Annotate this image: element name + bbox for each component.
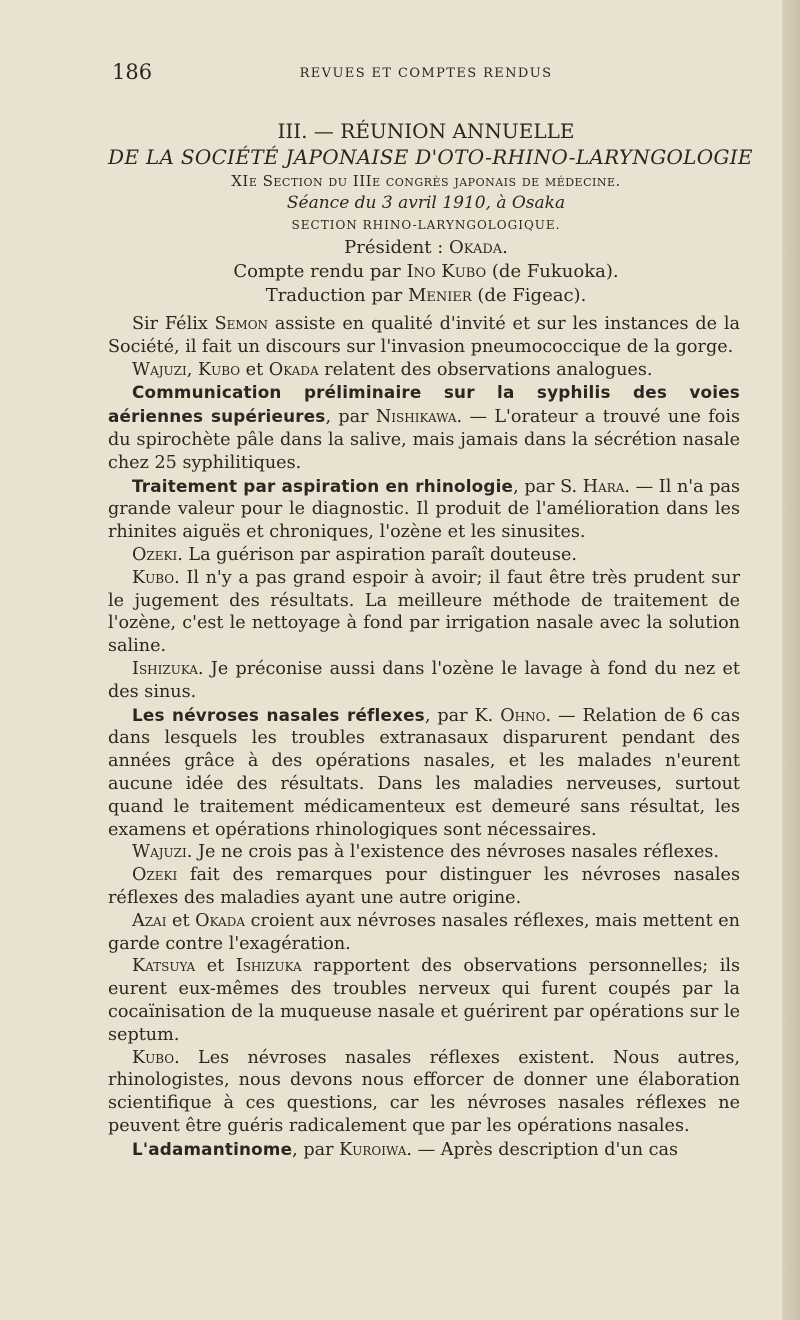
text-run: . La guérison par aspiration paraît douteuse. [177,544,578,565]
name-small-caps: Kubo [197,359,241,380]
topic-heading: L'adamantinome [132,1138,293,1159]
reporter-label: Compte rendu par [233,261,407,282]
society-title: DE LA SOCIÉTÉ JAPONAISE D'OTO-RHINO-LARYNGOLOGIE [108,145,753,169]
text-run: et [195,956,236,977]
section-title: III. — RÉUNION ANNUELLE [277,119,575,143]
name-small-caps: Nishikawa [375,407,457,428]
reporter-origin: (de Fukuoka). [486,261,619,282]
reporter-line [108,260,744,284]
congress-line [108,170,744,192]
paragraph [108,544,740,567]
president-label: Président : [344,237,449,258]
paragraph [108,567,740,658]
paragraph [108,704,740,842]
page-number: 186 [112,60,153,84]
name-small-caps: Okada [268,359,319,380]
name-small-caps: Kubo [132,1047,175,1068]
running-header [112,60,740,90]
text-run: assiste en qualité d'invité et sur les instances de la Société, il fait un discours sur l'invasion pneumococcique de la gorge. [108,314,741,357]
paragraph [108,1047,740,1138]
text-run: et [166,910,196,931]
name-small-caps: Kuroiwa [339,1139,407,1160]
text-run: , [186,359,198,380]
paragraph [108,841,740,864]
topic-heading: Les névroses nasales réflexes [132,704,425,725]
text-run: . — Relation de 6 cas dans lesquels les troubles extranasaux disparurent pendant des années grâce à des opérations nasales, et les malades n'eurent aucune idée des résultats. Dans les maladies nerveuses, surtout quand le traitement médicamenteux est demeuré sans résultat, les examens et opérations rhinologiques sont nécessaires. [108,705,740,840]
body-text [108,313,740,1161]
text-run: , par [292,1139,340,1160]
text-run: . — Après description d'un cas [406,1139,678,1160]
name-small-caps: Wajuzi [132,359,187,380]
text-run: , par S. [513,476,583,497]
text-run: fait des remarques pour distinguer les névroses nasales réflexes des maladies ayant une autre origine. [108,865,740,908]
name-small-caps: Semon [214,314,269,334]
text-run: , par K. [424,705,501,726]
section-name: SECTION RHINO-LARYNGOLOGIQUE. [291,218,561,232]
session-date: Séance du 3 avril 1910, à Osaka [286,193,566,213]
translator-line [108,284,744,308]
page-edge [782,0,800,1320]
text-run: . Il n'y a pas grand espoir à avoir; il faut être très prudent sur le jugement des résultats. La meilleure méthode de traitement de l'ozène, c'est le nettoyage à fond par irrigation nasale avec la solution saline. [108,567,740,657]
translator-name: Menier [407,285,472,306]
name-small-caps: Hara [582,476,625,497]
name-small-caps: Kubo [132,567,175,588]
text-run: . — L'orateur a trouvé une fois du spirochète pâle dans la salive, mais jamais dans la sécrétion nasale chez 25 syphilitiques. [108,407,740,473]
name-small-caps: Ishizuka [235,956,302,977]
text-run: , par [325,407,376,428]
paragraph [108,475,740,544]
translator-label: Traduction par [265,285,408,306]
topic-heading: Traitement par aspiration en rhinologie [132,475,514,496]
paragraph [108,864,740,910]
text-run: Sir Félix [132,314,215,334]
text-run: croient aux névroses nasales réflexes, mais mettent en garde contre l'exagération. [108,910,740,954]
reporter-name: Ino Kubo [406,261,487,282]
name-small-caps: Wajuzi [132,842,187,863]
text-run: . — Il n'a pas grande valeur pour le diagnostic. Il produit de l'amélioration dans les rhinites aiguës et chroniques, l'ozène et les sinusites. [108,476,740,543]
name-small-caps: Ozeki [132,865,178,886]
name-small-caps: Ozeki [132,544,178,565]
name-small-caps: Ohno [500,705,546,726]
paragraph [108,658,740,704]
name-small-caps: Okada [195,910,246,931]
text-run: . Les névroses nasales réflexes existent. Nous autres, rhinologistes, nous devons nous efforcer de donner une élaboration scientifique à ces questions, car les névroses nasales réflexes ne peuvent être guéris radicalement que par les opérations nasales. [108,1047,740,1136]
text-run: relatent des observations analogues. [318,359,653,380]
name-small-caps: Katsuya [132,956,196,977]
section-title-block [108,118,753,308]
paragraph [108,359,740,382]
president-line [108,236,744,260]
translator-origin: (de Figeac). [471,285,587,306]
text-run: rapportent des observations personnelles; ils eurent eux-mêmes des troubles nerveux qui furent coupés par la cocaïnisation de la muqueuse nasale et guérirent par opérations sur le septum. [108,956,740,1045]
text-run: et [240,359,269,380]
name-small-caps: Azai [132,910,167,931]
paragraph [108,313,740,359]
name-small-caps: Ishizuka [132,658,198,679]
paragraph [108,955,740,1046]
text-run: . Je ne crois pas à l'existence des névroses nasales réflexes. [186,842,719,863]
text-run: . Je préconise aussi dans l'ozène le lavage à fond du nez et des sinus. [108,658,740,702]
congress-line-text: XIe Section du IIIe congrès japonais de médecine. [231,172,621,190]
paragraph [108,381,740,474]
president-name: Okada. [449,237,508,258]
running-title: REVUES ET COMPTES RENDUS [299,66,553,81]
paragraph [108,1138,740,1162]
topic-heading: Communication préliminaire sur la syphilis des voies aériennes supérieures [108,382,740,427]
paragraph [108,910,740,956]
